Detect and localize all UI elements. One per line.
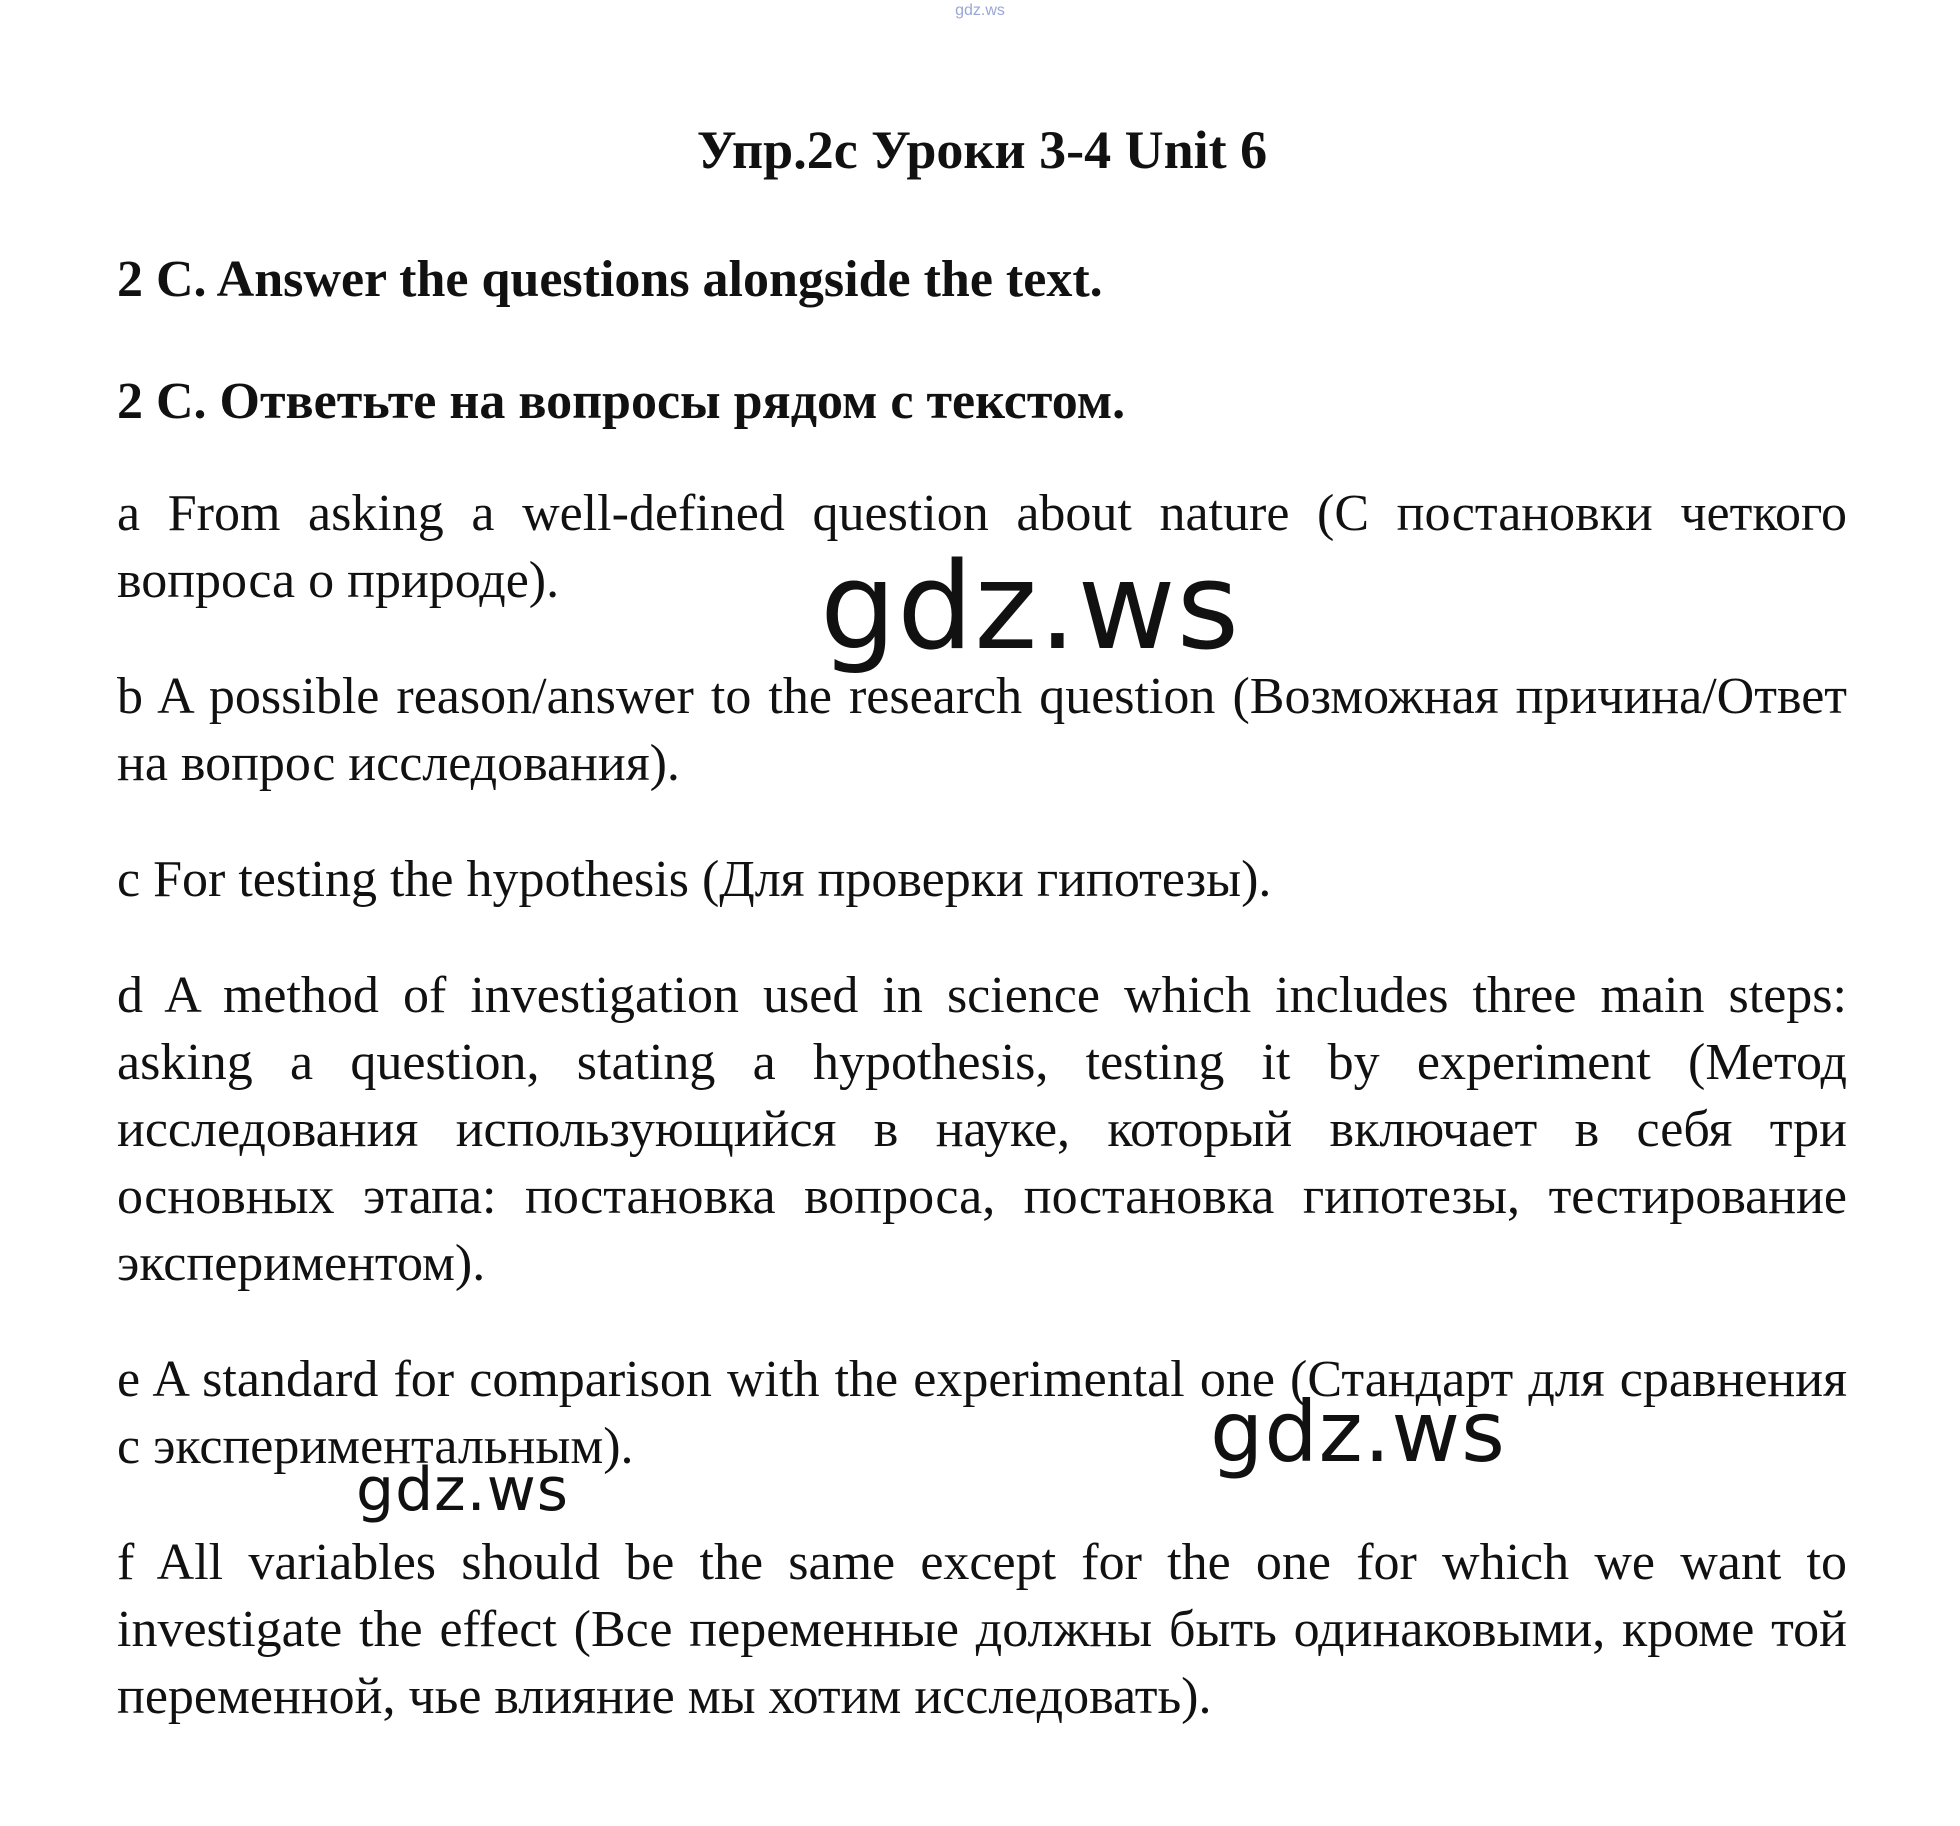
answer-c: c For testing the hypothesis (Для проверки гипотезы). [117,851,1272,908]
answer-a: a From asking a well-defined question about nature (С постановки четкого вопроса о природе). [117,485,1847,609]
page-title: Упр.2c Уроки 3-4 Unit 6 [696,120,1268,180]
watermark-large: gdz.ws [820,538,1241,677]
watermark-medium: gdz.ws [1210,1383,1506,1481]
answer-e: e A standard for comparison with the experimental one (Стандарт для сравнения с экспериментальным). [117,1351,1847,1475]
instruction-russian: 2 C. Ответьте на вопросы рядом с текстом. [117,373,1126,430]
top-watermark: gdz.ws [955,2,1005,19]
answer-b: b A possible reason/answer to the research question (Возможная причина/Ответ на вопрос исследования). [117,668,1847,792]
answer-f: f All variables should be the same except for the one for which we want to investigate the effect (Все переменные должны быть одинаковыми, кроме той переменной, чье влияние мы хотим исследовать). [117,1534,1847,1725]
watermark-small: gdz.ws [356,1455,570,1525]
answer-d: d A method of investigation used in science which includes three main steps: asking a question, stating a hypothesis, testing it by experiment (Метод исследования использующийся в науке, который включает в себя три основных этапа: постановка вопроса, постановка гипотезы, тестирование экспериментом). [117,967,1847,1292]
instruction-english: 2 C. Answer the questions alongside the text. [117,251,1103,308]
